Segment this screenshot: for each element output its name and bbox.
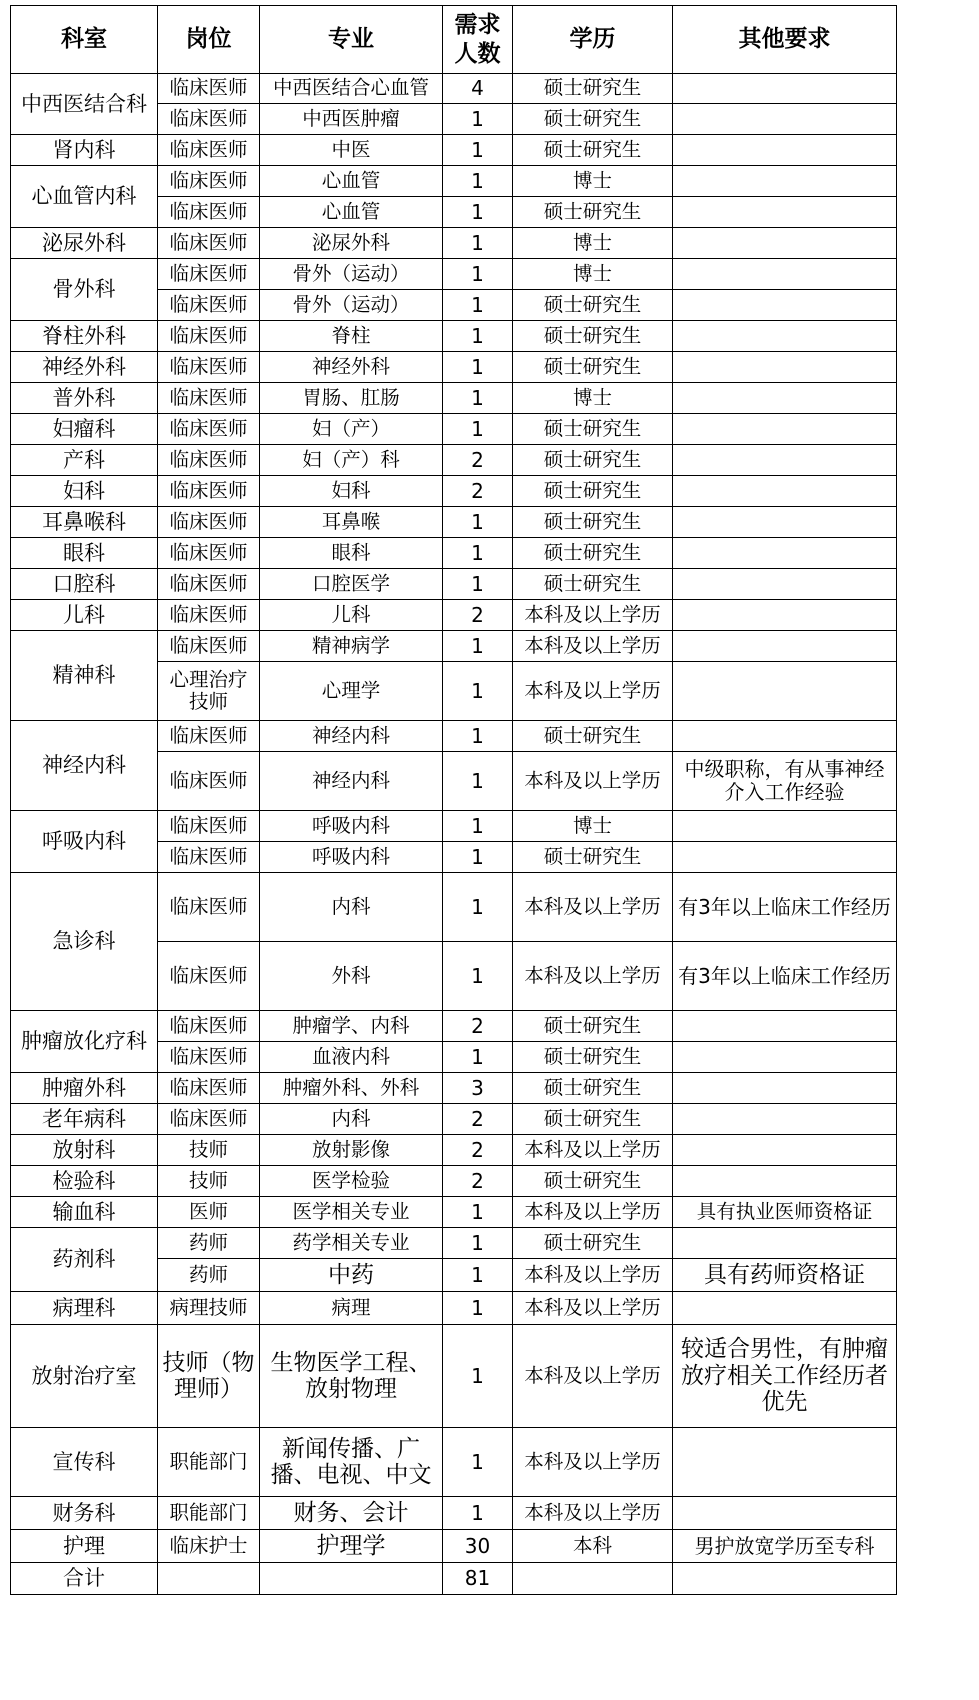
total-empty-cell [158, 1563, 260, 1595]
other-cell [673, 166, 897, 197]
edu-cell: 硕士研究生 [513, 842, 673, 873]
edu-cell: 本科及以上学历 [513, 1197, 673, 1228]
header-dept: 科室 [11, 6, 158, 74]
major-cell: 中西医结合心血管 [260, 74, 443, 104]
other-cell [673, 1104, 897, 1135]
major-cell: 眼科 [260, 538, 443, 569]
dept-cell: 护理 [11, 1530, 158, 1563]
major-cell: 呼吸内科 [260, 842, 443, 873]
major-cell: 精神病学 [260, 631, 443, 662]
edu-cell: 本科及以上学历 [513, 1259, 673, 1292]
table-row [11, 569, 897, 600]
count-cell: 1 [443, 1428, 513, 1497]
edu-cell: 硕士研究生 [513, 1073, 673, 1104]
other-cell [673, 259, 897, 290]
other-cell [673, 1228, 897, 1259]
post-cell: 临床医师 [158, 752, 260, 811]
table-row [11, 811, 897, 842]
major-cell: 肿瘤外科、外科 [260, 1073, 443, 1104]
table-row [11, 352, 897, 383]
edu-cell: 硕士研究生 [513, 104, 673, 135]
other-cell: 较适合男性，有肿瘤放疗相关工作经历者优先 [673, 1325, 897, 1428]
count-cell: 1 [443, 290, 513, 321]
dept-cell: 老年病科 [11, 1104, 158, 1135]
other-cell [673, 662, 897, 721]
header-post: 岗位 [158, 6, 260, 74]
count-cell: 1 [443, 662, 513, 721]
edu-cell: 本科及以上学历 [513, 873, 673, 942]
other-cell [673, 1135, 897, 1166]
other-cell [673, 383, 897, 414]
other-cell [673, 538, 897, 569]
edu-cell: 本科及以上学历 [513, 662, 673, 721]
edu-cell: 硕士研究生 [513, 414, 673, 445]
major-cell: 护理学 [260, 1530, 443, 1563]
major-cell: 放射影像 [260, 1135, 443, 1166]
major-cell: 生物医学工程、放射物理 [260, 1325, 443, 1428]
table-row [11, 166, 897, 197]
count-cell: 3 [443, 1073, 513, 1104]
table-row [11, 873, 897, 942]
major-cell: 神经外科 [260, 352, 443, 383]
dept-cell: 神经外科 [11, 352, 158, 383]
post-cell: 临床医师 [158, 1104, 260, 1135]
major-cell: 妇科 [260, 476, 443, 507]
table-row [11, 1428, 897, 1497]
major-cell: 血液内科 [260, 1042, 443, 1073]
count-cell: 1 [443, 538, 513, 569]
header-other: 其他要求 [673, 6, 897, 74]
count-cell: 2 [443, 1135, 513, 1166]
other-cell [673, 1428, 897, 1497]
dept-cell: 口腔科 [11, 569, 158, 600]
dept-cell: 病理科 [11, 1292, 158, 1325]
post-cell: 职能部门 [158, 1428, 260, 1497]
other-cell [673, 197, 897, 228]
recruitment-table [10, 5, 897, 1595]
other-cell [673, 352, 897, 383]
count-cell: 1 [443, 166, 513, 197]
dept-cell: 放射科 [11, 1135, 158, 1166]
edu-cell: 博士 [513, 383, 673, 414]
post-cell: 病理技师 [158, 1292, 260, 1325]
dept-cell: 检验科 [11, 1166, 158, 1197]
major-cell: 内科 [260, 1104, 443, 1135]
table-row [11, 445, 897, 476]
other-cell: 中级职称，有从事神经介入工作经验 [673, 752, 897, 811]
edu-cell: 本科及以上学历 [513, 752, 673, 811]
edu-cell: 硕士研究生 [513, 476, 673, 507]
count-cell: 1 [443, 942, 513, 1011]
post-cell: 临床医师 [158, 873, 260, 942]
major-cell: 耳鼻喉 [260, 507, 443, 538]
post-cell: 临床医师 [158, 228, 260, 259]
dept-cell: 肿瘤放化疗科 [11, 1011, 158, 1073]
table-row [11, 1135, 897, 1166]
table-row [11, 74, 897, 104]
edu-cell: 硕士研究生 [513, 352, 673, 383]
count-cell: 1 [443, 1325, 513, 1428]
major-cell: 骨外（运动） [260, 259, 443, 290]
table-row [11, 259, 897, 290]
other-cell [673, 321, 897, 352]
edu-cell: 博士 [513, 259, 673, 290]
post-cell: 技师 [158, 1135, 260, 1166]
dept-cell: 输血科 [11, 1197, 158, 1228]
dept-cell: 骨外科 [11, 259, 158, 321]
post-cell: 医师 [158, 1197, 260, 1228]
post-cell: 临床医师 [158, 104, 260, 135]
other-cell [673, 1166, 897, 1197]
edu-cell: 硕士研究生 [513, 445, 673, 476]
table-row [11, 721, 897, 752]
major-cell: 呼吸内科 [260, 811, 443, 842]
other-cell [673, 228, 897, 259]
edu-cell: 硕士研究生 [513, 569, 673, 600]
count-cell: 1 [443, 1197, 513, 1228]
major-cell: 心血管 [260, 197, 443, 228]
count-cell: 1 [443, 1497, 513, 1530]
dept-cell: 放射治疗室 [11, 1325, 158, 1428]
major-cell: 肿瘤学、内科 [260, 1011, 443, 1042]
post-cell: 临床医师 [158, 414, 260, 445]
dept-cell: 妇瘤科 [11, 414, 158, 445]
other-cell [673, 811, 897, 842]
table-row [11, 321, 897, 352]
count-cell: 1 [443, 631, 513, 662]
post-cell: 临床医师 [158, 1073, 260, 1104]
post-cell: 临床医师 [158, 1011, 260, 1042]
header-edu: 学历 [513, 6, 673, 74]
other-cell [673, 507, 897, 538]
major-cell: 神经内科 [260, 721, 443, 752]
table-row [11, 1497, 897, 1530]
count-cell: 1 [443, 507, 513, 538]
edu-cell: 博士 [513, 166, 673, 197]
edu-cell: 硕士研究生 [513, 1166, 673, 1197]
other-cell: 男护放宽学历至专科 [673, 1530, 897, 1563]
post-cell: 临床医师 [158, 321, 260, 352]
post-cell: 技师（物理师） [158, 1325, 260, 1428]
count-cell: 1 [443, 569, 513, 600]
post-cell: 临床医师 [158, 1042, 260, 1073]
other-cell: 具有药师资格证 [673, 1259, 897, 1292]
other-cell [673, 842, 897, 873]
edu-cell: 硕士研究生 [513, 1011, 673, 1042]
edu-cell: 硕士研究生 [513, 135, 673, 166]
count-cell: 4 [443, 74, 513, 104]
post-cell: 临床医师 [158, 135, 260, 166]
count-cell: 1 [443, 1292, 513, 1325]
major-cell: 心理学 [260, 662, 443, 721]
major-cell: 骨外（运动） [260, 290, 443, 321]
table-row [11, 1197, 897, 1228]
other-cell [673, 104, 897, 135]
major-cell: 胃肠、肛肠 [260, 383, 443, 414]
count-cell: 1 [443, 873, 513, 942]
post-cell: 药师 [158, 1259, 260, 1292]
count-cell: 2 [443, 476, 513, 507]
post-cell: 临床医师 [158, 259, 260, 290]
table-row [11, 1325, 897, 1428]
count-cell: 1 [443, 752, 513, 811]
major-cell: 口腔医学 [260, 569, 443, 600]
edu-cell: 本科及以上学历 [513, 942, 673, 1011]
total-empty-cell [260, 1563, 443, 1595]
other-cell: 有3年以上临床工作经历 [673, 942, 897, 1011]
post-cell: 技师 [158, 1166, 260, 1197]
edu-cell: 本科及以上学历 [513, 1135, 673, 1166]
dept-cell: 肾内科 [11, 135, 158, 166]
other-cell: 具有执业医师资格证 [673, 1197, 897, 1228]
major-cell: 内科 [260, 873, 443, 942]
post-cell: 临床医师 [158, 842, 260, 873]
table-row [11, 1166, 897, 1197]
major-cell: 医学相关专业 [260, 1197, 443, 1228]
count-cell: 2 [443, 600, 513, 631]
table-row [11, 1530, 897, 1563]
post-cell: 临床医师 [158, 811, 260, 842]
count-cell: 1 [443, 721, 513, 752]
table-row [11, 414, 897, 445]
dept-cell: 儿科 [11, 600, 158, 631]
other-cell [673, 476, 897, 507]
edu-cell: 本科及以上学历 [513, 1325, 673, 1428]
edu-cell: 硕士研究生 [513, 1228, 673, 1259]
count-cell: 1 [443, 228, 513, 259]
table-row [11, 383, 897, 414]
other-cell [673, 631, 897, 662]
dept-cell: 眼科 [11, 538, 158, 569]
dept-cell: 泌尿外科 [11, 228, 158, 259]
other-cell [673, 290, 897, 321]
header-major: 专业 [260, 6, 443, 74]
edu-cell: 本科及以上学历 [513, 1497, 673, 1530]
edu-cell: 博士 [513, 811, 673, 842]
major-cell: 脊柱 [260, 321, 443, 352]
major-cell: 中西医肿瘤 [260, 104, 443, 135]
edu-cell: 硕士研究生 [513, 74, 673, 104]
dept-cell: 中西医结合科 [11, 74, 158, 135]
table-row [11, 1073, 897, 1104]
count-cell: 1 [443, 259, 513, 290]
dept-cell: 财务科 [11, 1497, 158, 1530]
total-label: 合计 [11, 1563, 158, 1595]
total-empty-cell [513, 1563, 673, 1595]
post-cell: 临床医师 [158, 721, 260, 752]
edu-cell: 硕士研究生 [513, 507, 673, 538]
dept-cell: 神经内科 [11, 721, 158, 811]
post-cell: 临床医师 [158, 507, 260, 538]
edu-cell: 本科及以上学历 [513, 1292, 673, 1325]
post-cell: 临床医师 [158, 476, 260, 507]
other-cell [673, 1292, 897, 1325]
other-cell [673, 1042, 897, 1073]
major-cell: 妇（产） [260, 414, 443, 445]
total-count: 81 [443, 1563, 513, 1595]
post-cell: 临床医师 [158, 74, 260, 104]
edu-cell: 硕士研究生 [513, 538, 673, 569]
other-cell [673, 1073, 897, 1104]
count-cell: 1 [443, 104, 513, 135]
table-row [11, 476, 897, 507]
count-cell: 1 [443, 1228, 513, 1259]
header-count: 需求人数 [443, 6, 513, 74]
dept-cell: 心血管内科 [11, 166, 158, 228]
edu-cell: 硕士研究生 [513, 1042, 673, 1073]
post-cell: 临床医师 [158, 197, 260, 228]
post-cell: 临床医师 [158, 166, 260, 197]
major-cell: 财务、会计 [260, 1497, 443, 1530]
other-cell [673, 1497, 897, 1530]
dept-cell: 普外科 [11, 383, 158, 414]
post-cell: 临床医师 [158, 352, 260, 383]
other-cell [673, 74, 897, 104]
post-cell: 临床护士 [158, 1530, 260, 1563]
major-cell: 神经内科 [260, 752, 443, 811]
other-cell [673, 445, 897, 476]
edu-cell: 本科及以上学历 [513, 600, 673, 631]
other-cell [673, 135, 897, 166]
table-row [11, 1011, 897, 1042]
table-row [11, 631, 897, 662]
total-row [11, 1563, 897, 1595]
post-cell: 临床医师 [158, 942, 260, 1011]
count-cell: 1 [443, 1259, 513, 1292]
other-cell [673, 414, 897, 445]
major-cell: 药学相关专业 [260, 1228, 443, 1259]
post-cell: 临床医师 [158, 290, 260, 321]
count-cell: 1 [443, 842, 513, 873]
table-row [11, 228, 897, 259]
major-cell: 中药 [260, 1259, 443, 1292]
major-cell: 心血管 [260, 166, 443, 197]
edu-cell: 博士 [513, 228, 673, 259]
dept-cell: 脊柱外科 [11, 321, 158, 352]
major-cell: 病理 [260, 1292, 443, 1325]
count-cell: 1 [443, 383, 513, 414]
edu-cell: 硕士研究生 [513, 290, 673, 321]
count-cell: 1 [443, 414, 513, 445]
dept-cell: 急诊科 [11, 873, 158, 1011]
post-cell: 临床医师 [158, 445, 260, 476]
post-cell: 心理治疗技师 [158, 662, 260, 721]
edu-cell: 硕士研究生 [513, 197, 673, 228]
count-cell: 2 [443, 1166, 513, 1197]
other-cell [673, 569, 897, 600]
count-cell: 1 [443, 352, 513, 383]
edu-cell: 硕士研究生 [513, 721, 673, 752]
other-cell [673, 600, 897, 631]
header-row [11, 6, 897, 74]
count-cell: 1 [443, 197, 513, 228]
count-cell: 2 [443, 445, 513, 476]
major-cell: 医学检验 [260, 1166, 443, 1197]
dept-cell: 肿瘤外科 [11, 1073, 158, 1104]
dept-cell: 宣传科 [11, 1428, 158, 1497]
major-cell: 中医 [260, 135, 443, 166]
dept-cell: 精神科 [11, 631, 158, 721]
count-cell: 1 [443, 135, 513, 166]
count-cell: 30 [443, 1530, 513, 1563]
count-cell: 2 [443, 1011, 513, 1042]
post-cell: 临床医师 [158, 538, 260, 569]
post-cell: 职能部门 [158, 1497, 260, 1530]
dept-cell: 妇科 [11, 476, 158, 507]
post-cell: 临床医师 [158, 631, 260, 662]
table-row [11, 135, 897, 166]
edu-cell: 本科及以上学历 [513, 1428, 673, 1497]
post-cell: 药师 [158, 1228, 260, 1259]
dept-cell: 耳鼻喉科 [11, 507, 158, 538]
table-row [11, 538, 897, 569]
post-cell: 临床医师 [158, 383, 260, 414]
major-cell: 妇（产）科 [260, 445, 443, 476]
table-row [11, 1292, 897, 1325]
table-row [11, 600, 897, 631]
total-empty-cell [673, 1563, 897, 1595]
major-cell: 新闻传播、广播、电视、中文 [260, 1428, 443, 1497]
edu-cell: 硕士研究生 [513, 321, 673, 352]
major-cell: 泌尿外科 [260, 228, 443, 259]
table-row [11, 1228, 897, 1259]
other-cell [673, 1011, 897, 1042]
major-cell: 儿科 [260, 600, 443, 631]
dept-cell: 呼吸内科 [11, 811, 158, 873]
edu-cell: 硕士研究生 [513, 1104, 673, 1135]
count-cell: 1 [443, 1042, 513, 1073]
edu-cell: 本科 [513, 1530, 673, 1563]
post-cell: 临床医师 [158, 569, 260, 600]
count-cell: 1 [443, 811, 513, 842]
count-cell: 1 [443, 321, 513, 352]
edu-cell: 本科及以上学历 [513, 631, 673, 662]
dept-cell: 药剂科 [11, 1228, 158, 1292]
count-cell: 2 [443, 1104, 513, 1135]
table-row [11, 507, 897, 538]
table-row [11, 1104, 897, 1135]
dept-cell: 产科 [11, 445, 158, 476]
other-cell [673, 721, 897, 752]
other-cell: 有3年以上临床工作经历 [673, 873, 897, 942]
major-cell: 外科 [260, 942, 443, 1011]
post-cell: 临床医师 [158, 600, 260, 631]
